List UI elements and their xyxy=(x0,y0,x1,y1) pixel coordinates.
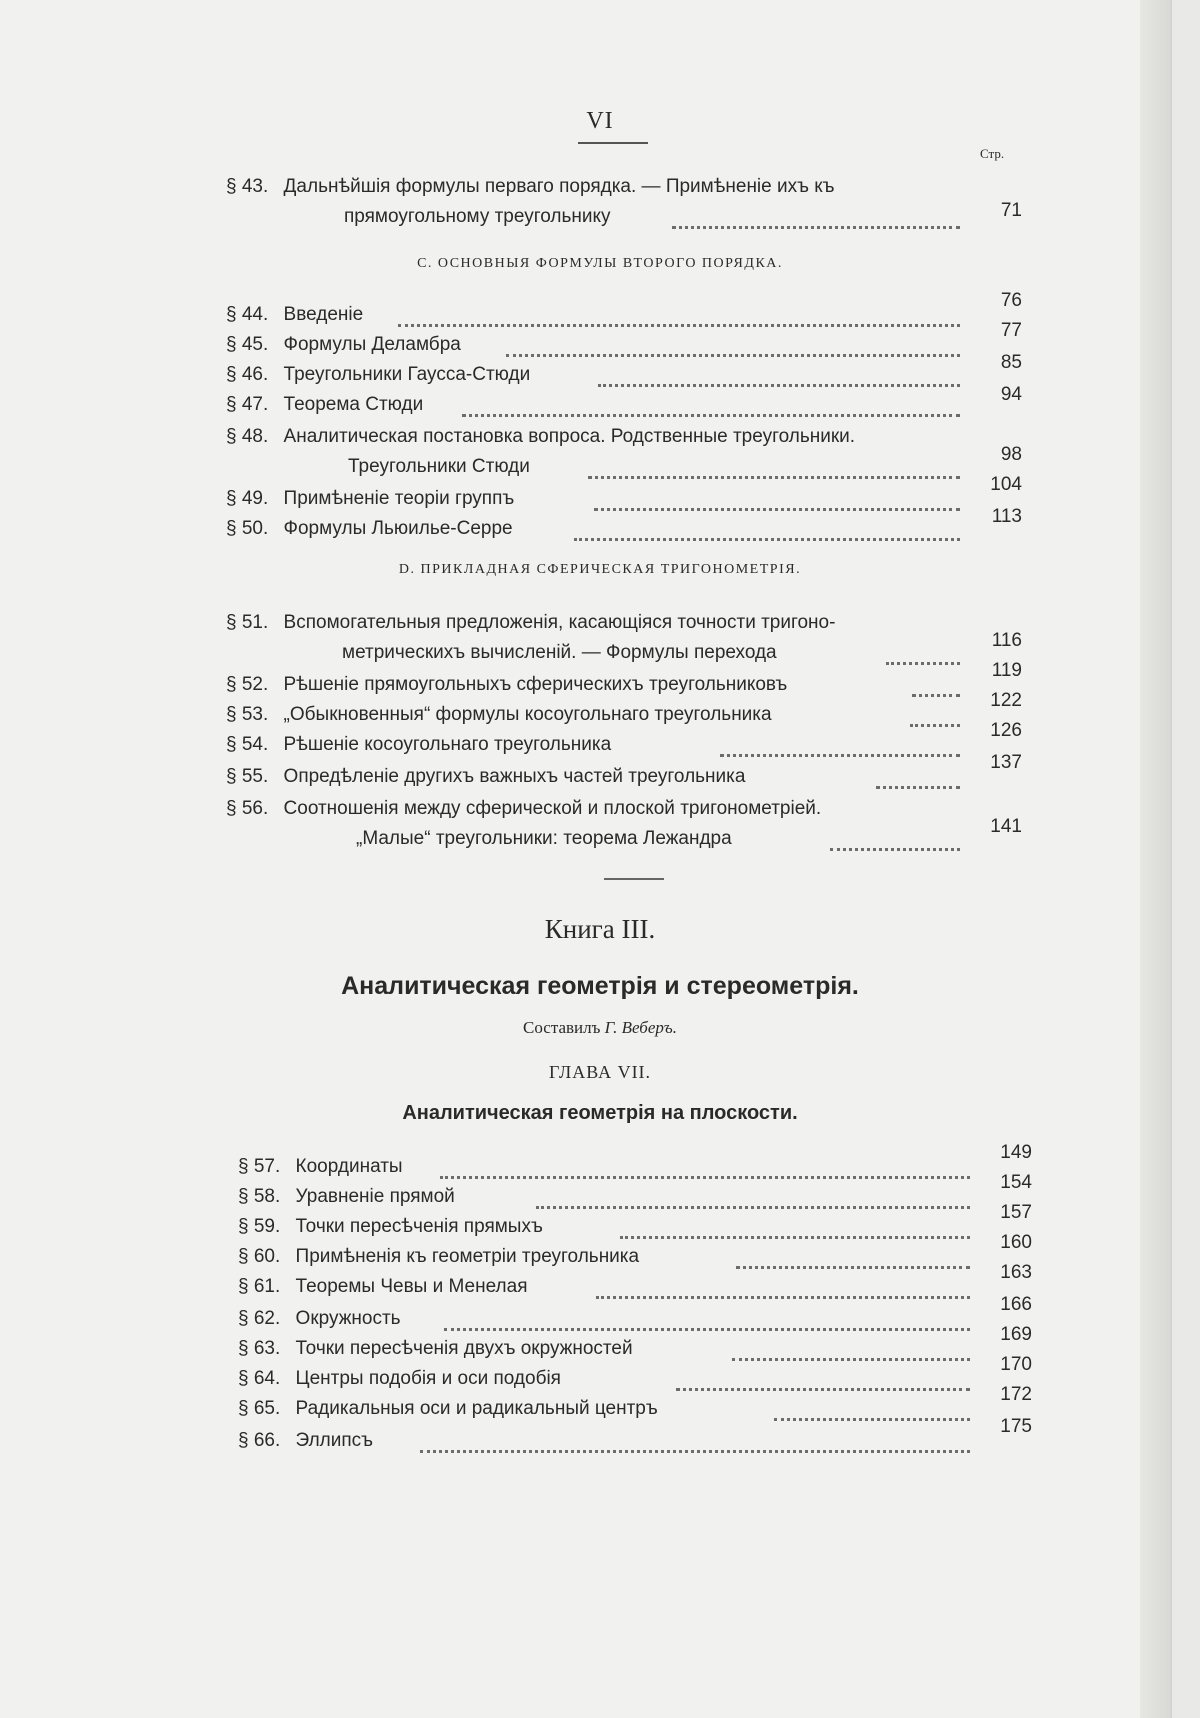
dot-leader xyxy=(398,304,960,327)
toc-entry-number: § 60. xyxy=(238,1246,281,1267)
toc-entry-51-line2: метрическихъ вычисленій. — Формулы перехода xyxy=(342,642,777,663)
toc-entry-number: § 59. xyxy=(238,1216,281,1237)
toc-entry-title: Теоремы Чевы и Менелая xyxy=(295,1276,528,1297)
toc-entry-44 xyxy=(226,304,363,326)
dot-leader xyxy=(594,488,960,511)
toc-entry-51 xyxy=(226,612,835,634)
toc-entry-number: § 58. xyxy=(238,1186,281,1207)
dot-leader xyxy=(886,642,960,665)
toc-entry-page: 77 xyxy=(1000,320,1022,341)
dot-leader xyxy=(596,1276,970,1299)
dot-leader xyxy=(444,1308,970,1331)
toc-entry-number: § 54. xyxy=(226,734,269,755)
dot-leader xyxy=(420,1430,970,1453)
toc-entry-page: 172 xyxy=(1000,1384,1032,1405)
toc-entry-number: § 46. xyxy=(226,364,269,385)
toc-entry-page: 98 xyxy=(1000,444,1022,465)
toc-entry-title: Окружность xyxy=(295,1308,401,1329)
toc-entry-page: 163 xyxy=(1000,1262,1032,1283)
toc-entry-title-line1: Дальнѣйшія формулы перваго порядка. — Примѣненіе ихъ къ xyxy=(283,176,835,197)
toc-entry-title: Уравненіе прямой xyxy=(295,1186,455,1207)
toc-entry-number: § 61. xyxy=(238,1276,281,1297)
toc-entry-number: § 44. xyxy=(226,304,269,325)
compiler-prefix: Составилъ xyxy=(523,1018,601,1037)
toc-entry-number: § 57. xyxy=(238,1156,281,1177)
toc-entry-title-line1: Вспомогательныя предложенія, касающіяся точности тригоно- xyxy=(283,612,836,633)
toc-entry-57 xyxy=(238,1156,403,1178)
toc-entry-50 xyxy=(226,518,513,540)
toc-entry-58 xyxy=(238,1186,455,1208)
toc-entry-title: Рѣшеніе прямоугольныхъ сферическихъ треугольниковъ xyxy=(283,674,788,695)
toc-entry-page: 116 xyxy=(991,630,1022,651)
toc-entry-page: 85 xyxy=(1000,352,1022,373)
toc-entry-number: § 56. xyxy=(226,798,269,819)
toc-entry-page: 154 xyxy=(1000,1172,1032,1193)
toc-entry-title: Треугольники Гаусса-Стюди xyxy=(283,364,531,385)
toc-entry-56 xyxy=(226,798,821,820)
toc-entry-title: Центры подобія и оси подобія xyxy=(295,1368,561,1389)
section-divider xyxy=(604,878,664,880)
dot-leader xyxy=(440,1156,970,1179)
toc-entry-number: § 49. xyxy=(226,488,269,509)
chapter-title: Аналитическая геометрія на плоскости. xyxy=(402,1102,798,1124)
toc-entry-page: 113 xyxy=(991,506,1022,527)
toc-entry-title: Формулы Деламбра xyxy=(283,334,461,355)
toc-entry-49 xyxy=(226,488,514,510)
dot-leader xyxy=(462,394,960,417)
dot-leader xyxy=(574,518,960,541)
toc-entry-43-line2: прямоугольному треугольнику xyxy=(344,206,611,227)
dot-leader xyxy=(720,734,960,757)
section-d-title: D. ПРИКЛАДНАЯ СФЕРИЧЕСКАЯ ТРИГОНОМЕТРІЯ. xyxy=(398,562,802,577)
dot-leader xyxy=(598,364,960,387)
toc-entry-page: 141 xyxy=(990,816,1022,837)
toc-entry-46 xyxy=(226,364,530,386)
toc-entry-page: 166 xyxy=(1000,1294,1032,1315)
page-number: VI xyxy=(586,108,614,134)
toc-entry-page: 149 xyxy=(1000,1142,1032,1163)
toc-entry-54 xyxy=(226,734,611,756)
toc-entry-title: Опредѣленіе другихъ важныхъ частей треугольника xyxy=(283,766,746,787)
toc-entry-61 xyxy=(238,1276,527,1298)
toc-entry-title-line1: Аналитическая постановка вопроса. Родственные треугольники. xyxy=(283,426,856,447)
toc-entry-number: § 53. xyxy=(226,704,269,725)
toc-entry-title: Примѣненія къ геометріи треугольника xyxy=(295,1246,640,1267)
toc-entry-number: § 47. xyxy=(226,394,269,415)
chapter-heading: ГЛАВА VII. xyxy=(548,1062,652,1082)
toc-entry-45 xyxy=(226,334,461,356)
dot-leader xyxy=(830,828,960,851)
section-c-title: С. ОСНОВНЫЯ ФОРМУЛЫ ВТОРОГО ПОРЯДКА. xyxy=(417,256,783,271)
toc-entry-title: Координаты xyxy=(295,1156,403,1177)
toc-entry-number: § 48. xyxy=(226,426,269,447)
dot-leader xyxy=(506,334,960,357)
toc-entry-title: Введеніе xyxy=(283,304,364,325)
dot-leader xyxy=(676,1368,970,1391)
dot-leader xyxy=(536,1186,970,1209)
toc-entry-48-line2: Треугольники Стюди xyxy=(348,456,530,477)
toc-entry-52 xyxy=(226,674,787,696)
dot-leader xyxy=(910,704,960,727)
toc-entry-number: § 55. xyxy=(226,766,269,787)
toc-entry-page: 122 xyxy=(990,690,1022,711)
toc-entry-page: 175 xyxy=(1000,1416,1032,1437)
toc-entry-page: 71 xyxy=(1000,200,1022,221)
toc-entry-title-line1: Соотношенія между сферической и плоской тригонометріей. xyxy=(283,798,822,819)
toc-entry-63 xyxy=(238,1338,633,1360)
toc-entry-48 xyxy=(226,426,855,448)
compiler-name: Г. Веберъ. xyxy=(604,1018,677,1037)
toc-entry-page: 126 xyxy=(990,720,1022,741)
dot-leader xyxy=(736,1246,970,1269)
toc-entry-title: Рѣшеніе косоугольнаго треугольника xyxy=(283,734,612,755)
toc-entry-page: 170 xyxy=(1000,1354,1032,1375)
book-heading: Книга III. xyxy=(544,914,656,944)
toc-entry-number: § 51. xyxy=(226,612,269,633)
toc-entry-title: Примѣненіе теоріи группъ xyxy=(283,488,515,509)
toc-entry-number: § 63. xyxy=(238,1338,281,1359)
page-column-label: Стр. xyxy=(980,146,1005,161)
toc-entry-60 xyxy=(238,1246,639,1268)
toc-entry-page: 169 xyxy=(1000,1324,1032,1345)
toc-entry-66 xyxy=(238,1430,373,1452)
toc-entry-62 xyxy=(238,1308,401,1330)
toc-entry-55 xyxy=(226,766,745,788)
toc-entry-page: 137 xyxy=(990,752,1022,773)
toc-entry-43 xyxy=(226,176,834,198)
toc-entry-64 xyxy=(238,1368,561,1390)
toc-entry-page: 157 xyxy=(1000,1202,1032,1223)
toc-entry-title: Радикальныя оси и радикальный центръ xyxy=(295,1398,658,1419)
toc-entry-page: 104 xyxy=(990,474,1022,495)
page-number-rule xyxy=(578,142,648,144)
toc-entry-title: Эллипсъ xyxy=(295,1430,374,1451)
toc-entry-number: § 62. xyxy=(238,1308,281,1329)
compiler-line xyxy=(0,1018,1200,1038)
toc-entry-59 xyxy=(238,1216,543,1238)
toc-entry-title: Точки пересѣченія прямыхъ xyxy=(295,1216,543,1237)
toc-entry-number: § 52. xyxy=(226,674,269,695)
toc-entry-56-line2: „Малые“ треугольники: теорема Лежандра xyxy=(356,828,732,849)
toc-entry-title: „Обыкновенныя“ формулы косоугольнаго треугольника xyxy=(283,704,772,725)
dot-leader xyxy=(876,766,960,789)
toc-entry-65 xyxy=(238,1398,658,1420)
toc-entry-number: § 66. xyxy=(238,1430,281,1451)
toc-entry-47 xyxy=(226,394,423,416)
toc-entry-title: Теорема Стюди xyxy=(283,394,424,415)
toc-entry-number: § 65. xyxy=(238,1398,281,1419)
toc-entry-page: 94 xyxy=(1000,384,1022,405)
toc-entry-page: 76 xyxy=(1000,290,1022,311)
toc-entry-number: § 50. xyxy=(226,518,269,539)
toc-entry-title: Формулы Льюилье-Серре xyxy=(283,518,513,539)
dot-leader xyxy=(732,1338,970,1361)
dot-leader xyxy=(672,206,960,229)
toc-entry-number: § 43. xyxy=(226,176,269,197)
toc-entry-title: Точки пересѣченія двухъ окружностей xyxy=(295,1338,633,1359)
book-title: Аналитическая геометрія и стереометрія. xyxy=(341,972,859,1000)
toc-entry-page: 160 xyxy=(1000,1232,1032,1253)
toc-entry-page: 119 xyxy=(991,660,1022,681)
toc-entry-53 xyxy=(226,704,772,726)
toc-entry-number: § 45. xyxy=(226,334,269,355)
dot-leader xyxy=(588,456,960,479)
dot-leader xyxy=(912,674,960,697)
toc-entry-number: § 64. xyxy=(238,1368,281,1389)
dot-leader xyxy=(774,1398,970,1421)
dot-leader xyxy=(620,1216,970,1239)
